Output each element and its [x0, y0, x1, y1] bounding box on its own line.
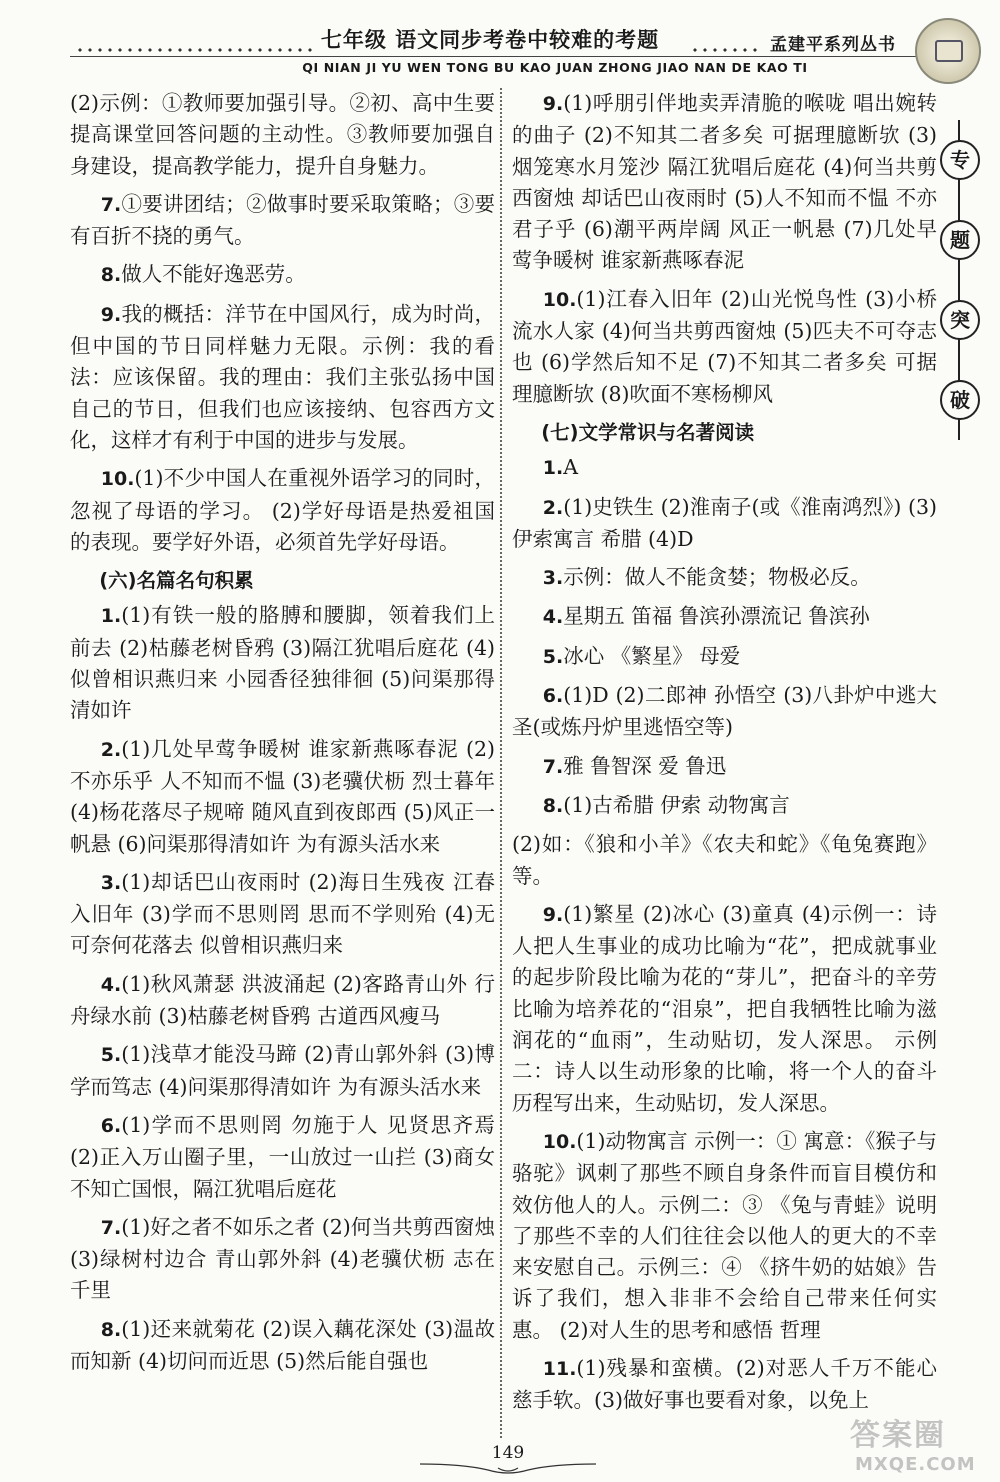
answer-item [512, 601, 937, 633]
answer-number: 7. [100, 193, 122, 216]
header-dots-right [690, 48, 760, 52]
answer-number: 10. [100, 468, 135, 491]
section-heading: (七)文学常识与名著阅读 [541, 420, 755, 444]
answer-item [512, 829, 937, 892]
answer-number: 3. [100, 871, 122, 894]
answer-number: 4. [542, 606, 564, 629]
answer-text: (2)如：《狼和小羊》《农夫和蛇》《龟兔赛跑》等。 [512, 832, 937, 888]
answer-number: 1. [100, 605, 122, 628]
answer-item [70, 1212, 495, 1307]
answer-text: (1)有铁一般的胳膊和腰脚，领着我们上前去 (2)枯藤老树昏鸦 (3)隔江犹唱后庭花 (4)似曾相识燕归来 小园香径独徘徊 (5)问渠那得清如许 [70, 603, 495, 723]
answer-text: 示例：做人不能贪婪；物极必反。 [563, 565, 871, 590]
answer-text: (1)浅草才能没马蹄 (2)青山郭外斜 (3)博学而笃志 (4)问渠那得清如许 为有源头活水来 [70, 1042, 495, 1099]
answer-text: (1)动物寓言 示例一：① 寓意：《猴子与骆驼》讽刺了那些不顾自身条件而盲目模仿和效仿他人的人。示例二：③ 《兔与青蛙》说明了那些不幸的人们往往会以他人的更大的不幸来安慰自己。示例三：④ 《挤牛奶的姑娘》告诉了我们，想入非非不会给自己带来任何实惠。 (2)对人生的思考和感悟 哲理 [512, 1128, 937, 1342]
answer-number: 7. [542, 755, 564, 778]
sidebar-char: 破 [940, 380, 980, 420]
answer-text: 做人不能好逸恶劳。 [121, 262, 306, 287]
answer-item [70, 600, 495, 726]
answer-number: 9. [542, 93, 564, 115]
watermark-url: MXQE.COM [855, 1454, 976, 1475]
right-column [512, 88, 937, 1424]
answer-text: 冰心 《繁星》 母爱 [563, 643, 741, 668]
answer-item [512, 751, 937, 783]
answer-number: 6. [100, 1114, 122, 1137]
answer-number: 8. [100, 1318, 122, 1341]
answer-number: 5. [100, 1044, 122, 1067]
answer-text: (1)D (2)二郎神 孙悟空 (3)八卦炉中逃大圣(或炼丹炉里逃悟空等) [512, 683, 937, 740]
answer-item [512, 284, 937, 410]
page-header [0, 0, 1000, 95]
series-logo-icon [915, 18, 981, 84]
header-pinyin: QI NIAN JI YU WEN TONG BU KAO JUAN ZHONG JIAO NAN DE KAO TI [302, 60, 808, 75]
answer-item [70, 1314, 495, 1378]
header-dots-left [75, 48, 315, 52]
answer-number: 2. [542, 496, 564, 519]
answer-item [70, 1039, 495, 1103]
answer-text: 星期五 笛福 鲁滨孙漂流记 鲁滨孙 [563, 604, 870, 629]
watermark-text: 答案圈 [850, 1418, 946, 1453]
answer-item [512, 88, 937, 277]
answer-item [512, 899, 937, 1119]
answer-number: 11. [542, 1357, 577, 1380]
answer-item [70, 189, 495, 253]
sidebar-char: 突 [940, 300, 980, 340]
answer-number: 3. [542, 567, 564, 590]
sidebar-tag [930, 120, 990, 450]
answer-number: 10. [542, 1130, 577, 1153]
footer-ornament-icon [418, 1460, 598, 1476]
answer-item [70, 463, 495, 558]
answer-text: (1)却话巴山夜雨时 (2)海日生残夜 江春入旧年 (3)学而不思则罔 思而不学则殆 (4)无可奈何花落去 似曾相识燕归来 [70, 869, 495, 958]
answer-item [70, 969, 495, 1033]
answer-item [70, 88, 495, 182]
answer-text: (1)史铁生 (2)淮南子(或《淮南鸿烈》) (3)伊索寓言 希腊 (4)D [512, 494, 937, 551]
answer-text: (1)还来就菊花 (2)误入藕花深处 (3)温故而知新 (4)切问而近思 (5)然后能自强也 [70, 1316, 495, 1373]
header-title: 七年级 语文同步考卷中较难的考题 [320, 27, 660, 52]
answer-text: (1)残暴和蛮横。(2)对恶人千万不能心慈手软。(3)做好事也要看对象，以免上 [512, 1355, 937, 1413]
answer-item [70, 734, 495, 860]
answer-number: 9. [542, 903, 564, 926]
answer-text: (1)古希腊 伊索 动物寓言 [563, 792, 790, 817]
answer-number: 4. [100, 973, 122, 996]
answer-text: (1)不少中国人在重视外语学习的同时，忽视了母语的学习。 (2)学好母语是热爱祖国的表现。要学好外语，必须首先学好母语。 [70, 466, 495, 554]
answer-text: A [563, 455, 579, 480]
answer-item [70, 867, 495, 962]
sidebar-char: 专 [940, 140, 980, 180]
answer-text: (1)几处早莺争暖树 谁家新燕啄春泥 (2)不亦乐乎 人不知而不愠 (3)老骥伏枥 烈士暮年 (4)杨花落尽子规啼 随风直到夜郎西 (5)风正一帆悬 (6)问渠那得清如许 为有源头活水来 [70, 736, 495, 856]
answer-text: (1)秋风萧瑟 洪波涌起 (2)客路青山外 行舟绿水前 (3)枯藤老树昏鸦 古道西风瘦马 [70, 971, 495, 1029]
answer-item [512, 1353, 937, 1417]
answer-item [512, 790, 937, 822]
answer-number: 2. [100, 738, 122, 761]
answer-item [512, 680, 937, 744]
header-series: 孟建平系列丛书 [770, 35, 896, 55]
answer-text: ①要讲团结；②做事时要采取策略；③要有百折不挠的勇气。 [70, 191, 495, 249]
answer-text: (2)示例：①教师要加强引导。②初、高中生要提高课堂回答问题的主动性。③教师要加强自身建设，提高教学能力，提升自身魅力。 [70, 91, 495, 178]
section-heading: (六)名篇名句积累 [99, 569, 254, 593]
answer-text: (1)好之者不如乐之者 (2)何当共剪西窗烛 (3)绿树村边合 青山郭外斜 (4)老骥伏枥 志在千里 [70, 1214, 495, 1303]
watermark [840, 1410, 990, 1478]
answer-number: 9. [100, 303, 122, 326]
answer-number: 8. [100, 264, 122, 287]
answer-text: (1)学而不思则罔 勿施于人 见贤思齐焉 (2)正入万山圈子里，一山放过一山拦 (3)商女不知亡国恨，隔江犹唱后庭花 [70, 1112, 495, 1201]
answer-number: 1. [542, 457, 564, 480]
answer-text: (1)呼朋引伴地卖弄清脆的喉咙 唱出婉转的曲子 (2)不知其二者多矣 可据理臆断欤 (3)烟笼寒水月笼沙 隔江犹唱后庭花 (4)何当共剪西窗烛 却话巴山夜雨时 (5)人不知而不愠 不亦君子乎 (6)潮平两岸阔 风正一帆悬 (7)几处早莺争暖树 谁家新燕啄春泥 [512, 91, 937, 273]
sidebar-char: 题 [940, 220, 980, 260]
answer-number: 8. [542, 794, 564, 817]
column-divider [500, 88, 502, 1438]
answer-item [512, 492, 937, 556]
answer-number: 7. [100, 1216, 122, 1239]
answer-item [70, 1110, 495, 1205]
answer-item [512, 1126, 937, 1346]
answer-text: 雅 鲁智深 爱 鲁迅 [563, 753, 727, 778]
header-rule [70, 56, 920, 57]
answer-text: 我的概括：洋节在中国风行，成为时尚，但中国的节日同样魅力无限。示例：我的看法：应该保留。我的理由：我们主张弘扬中国自己的节日，但我们也应该接纳、包容西方文化，这样才有利于中国的进步与发展。 [70, 301, 495, 452]
answer-text: (1)江春入旧年 (2)山光悦鸟性 (3)小桥流水人家 (4)何当共剪西窗烛 (5)匹夫不可夺志也 (6)学然后知不足 (7)不知其二者多矣 可据理臆断欤 (8)吹面不寒杨柳风 [512, 286, 937, 406]
answer-item [512, 452, 937, 484]
answer-item [512, 641, 937, 673]
answer-item [70, 299, 495, 456]
page-number: 149 [491, 1443, 525, 1463]
answer-item [512, 562, 937, 594]
answer-number: 10. [542, 288, 577, 311]
answer-number: 6. [542, 685, 564, 708]
answer-number: 5. [542, 645, 564, 668]
answer-text: (1)繁星 (2)冰心 (3)童真 (4)示例一：诗人把人生事业的成功比喻为“花”，把成就事业的起步阶段比喻为花的“芽儿”，把奋斗的辛劳比喻为培养花的“泪泉”，把自我牺牲比喻为滋润花的“血雨”，生动贴切，发人深思。 示例二：诗人以生动形象的比喻，将一个人的奋斗历程写出来，生动贴切，发人深思。 [512, 901, 937, 1115]
answer-item [70, 259, 495, 291]
left-column [70, 88, 495, 1384]
